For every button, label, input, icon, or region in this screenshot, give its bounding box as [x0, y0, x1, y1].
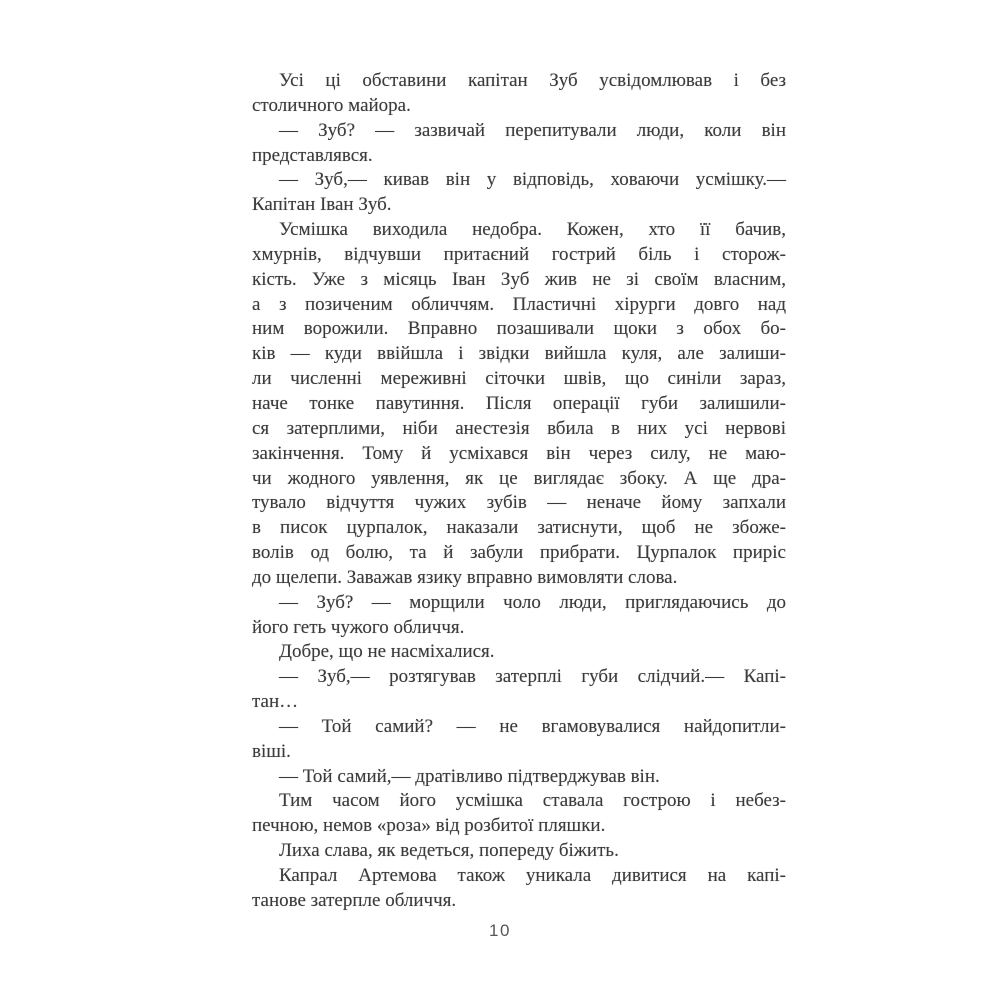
text-line: ків — куди ввійшла і звідки вийшла куля, але залиши-: [252, 343, 786, 365]
text-line: танове затерпле обличчя.: [252, 889, 457, 911]
text-line: Усмішка виходила недобра. Кожен, хто її бачив,: [279, 219, 786, 241]
paragraph: [252, 715, 786, 765]
text-line: представлявся.: [252, 144, 373, 166]
text-line: — Той самий,— дратівливо підтверджував він.: [279, 765, 660, 787]
text-line: чи жодного уявлення, як це виглядає збоку. А ще дра-: [252, 467, 786, 489]
paragraph: [252, 839, 786, 864]
text-line: Тим часом його усмішка ставала гострою і небез-: [279, 790, 786, 812]
text-line: кість. Уже з місяць Іван Зуб жив не зі своїм власним,: [252, 268, 786, 290]
text-line: ним ворожили. Вправно позашивали щоки з обох бо-: [252, 318, 786, 340]
page-number: 10: [489, 921, 511, 940]
text-line: ли численні мереживні сіточки швів, що синіли зараз,: [252, 368, 786, 390]
paragraph: [252, 665, 786, 715]
text-line: — Той самий? — не вгамовувалися найдопитли-: [279, 715, 786, 737]
text-line: волів од болю, та й забули прибрати. Цурпалок приріс: [252, 542, 786, 564]
paragraph: [252, 218, 786, 591]
paragraph: [252, 591, 786, 641]
text-line: Капітан Іван Зуб.: [252, 194, 392, 216]
paragraph: [252, 640, 786, 665]
paragraph: [252, 119, 786, 169]
page-text: [252, 69, 786, 914]
text-line: печною, немов «роза» від розбитої пляшки.: [252, 815, 606, 837]
text-line: Капрал Артемова також уникала дивитися на капі-: [279, 865, 786, 886]
text-line: тувало відчуття чужих зубів — неначе йому запхали: [252, 492, 786, 514]
paragraph: [252, 789, 786, 839]
text-line: — Зуб? — зазвичай перепитували люди, коли він: [279, 119, 786, 141]
text-line: закінчення. Тому й усміхався він через силу, не маю-: [252, 442, 786, 464]
text-line: а з позиченим обличчям. Пластичні хірурги довго над: [252, 293, 786, 315]
text-line: до щелепи. Заважав язику вправно вимовляти слова.: [252, 566, 678, 588]
text-line: віші.: [252, 740, 291, 762]
text-line: в писок цурпалок, наказали затиснути, щоб не збоже-: [252, 517, 786, 539]
text-line: Лиха слава, як ведеться, попереду біжить.: [279, 840, 619, 862]
text-line: ся затерплими, ніби анестезія вбила в них усі нервові: [252, 417, 786, 439]
text-line: Усі ці обставини капітан Зуб усвідомлював і без: [279, 70, 786, 91]
text-line: тан…: [252, 691, 299, 713]
paragraph: [252, 168, 786, 218]
text-line: наче тонке павутиння. Після операції губи залишили-: [252, 392, 786, 414]
paragraph: [252, 765, 786, 790]
text-line: — Зуб? — морщили чоло люди, приглядаючись до: [279, 591, 786, 613]
text-line: хмурнів, відчувши притаєний гострий біль і сторож-: [252, 243, 786, 265]
text-line: — Зуб,— кивав він у відповідь, ховаючи усмішку.—: [279, 169, 786, 191]
paragraph: [252, 864, 786, 914]
text-line: Добре, що не насміхалися.: [279, 641, 495, 663]
text-line: столичного майора.: [252, 94, 411, 116]
paragraph: [252, 69, 786, 119]
text-line: його геть чужого обличчя.: [252, 616, 465, 638]
text-line: — Зуб,— розтягував затерплі губи слідчий.— Капі-: [279, 666, 786, 688]
